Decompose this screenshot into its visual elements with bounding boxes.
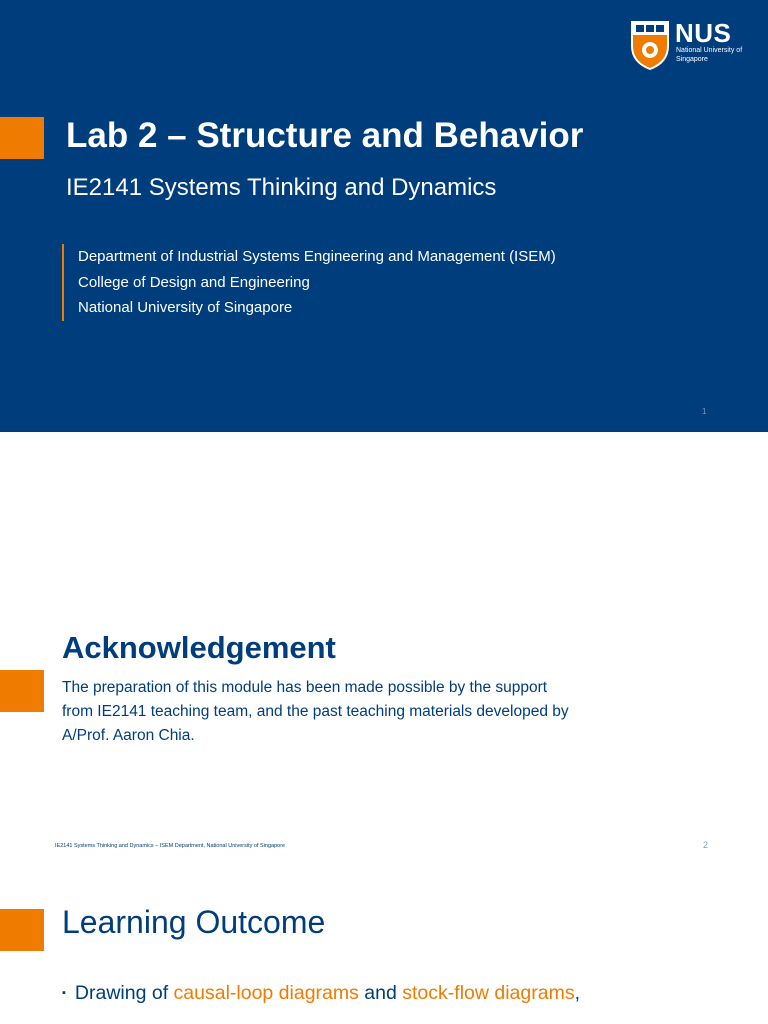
bullet-item (62, 982, 580, 1005)
university-line: National University of Singapore (78, 299, 293, 316)
department-line: Department of Industrial Systems Engineering and Management (ISEM) (78, 248, 556, 265)
bullet-suffix: , (574, 982, 580, 1004)
page-number: 1 (702, 407, 707, 416)
nus-logo-subtext: National University of Singapore (676, 47, 743, 63)
orange-accent-bar (0, 117, 44, 159)
slide-subtitle: IE2141 Systems Thinking and Dynamics (66, 174, 497, 201)
title-slide (0, 0, 768, 432)
nus-logo (630, 18, 748, 72)
orange-accent-bar (0, 909, 44, 951)
bullet-prefix: Drawing of (74, 982, 174, 1004)
acknowledgement-slide (0, 432, 768, 864)
slide-title: Learning Outcome (62, 904, 326, 940)
slide-title: Lab 2 – Structure and Behavior (66, 116, 584, 155)
slide-title: Acknowledgement (62, 630, 336, 665)
acknowledgement-text: The preparation of this module has been made possible by the support from IE2141 teaching team, and the past teaching materials developed by A/Prof. Aaron Chia. (62, 679, 569, 744)
page-number: 2 (703, 840, 709, 850)
slide-footer: IE2141 Systems Thinking and Dynamics – ISEM Department, National University of Singapore (55, 843, 286, 849)
learning-outcome-slide (0, 864, 768, 1024)
bullet-square-icon: ▪ (62, 987, 66, 999)
causal-loop-highlight: causal-loop diagrams (173, 982, 359, 1004)
stock-flow-highlight: stock-flow diagrams (402, 982, 575, 1004)
college-line: College of Design and Engineering (78, 273, 310, 291)
bullet-middle: and (358, 982, 403, 1004)
department-block (62, 244, 556, 321)
nus-crest-icon (630, 20, 670, 70)
orange-accent-bar (0, 670, 44, 712)
nus-wordmark: NUS (675, 18, 732, 48)
